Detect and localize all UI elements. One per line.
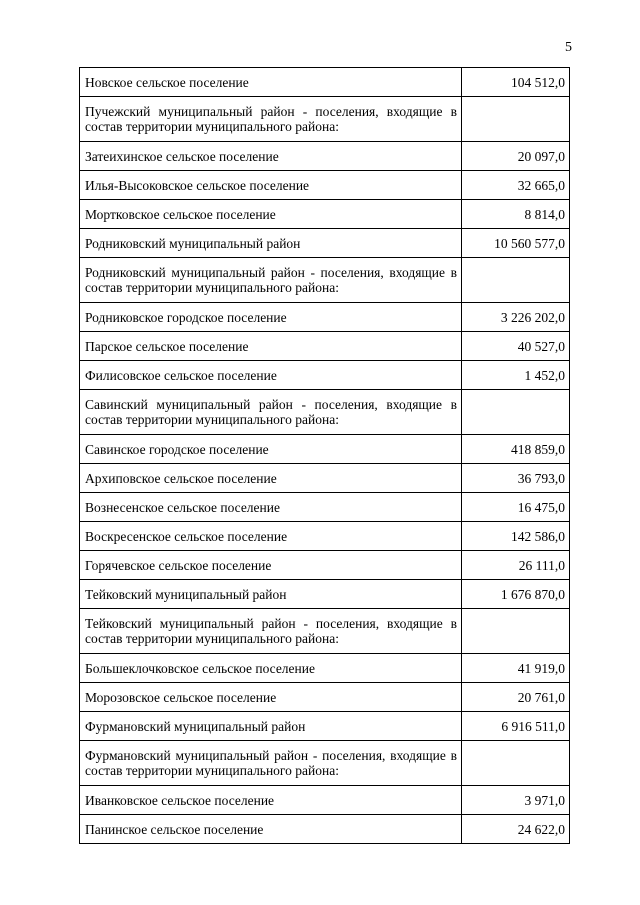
district-name: Фурмановский муниципальный район: [80, 712, 462, 741]
settlement-name: Родниковское городское поселение: [80, 303, 462, 332]
district-group-header: Савинский муниципальный район - поселения, входящие в состав территории муниципального района:: [80, 390, 462, 435]
amount-value: [462, 609, 570, 654]
settlement-name: Илья-Высоковское сельское поселение: [80, 171, 462, 200]
budget-allocation-table: [79, 67, 570, 844]
settlement-name: Затеихинское сельское поселение: [80, 142, 462, 171]
amount-value: 41 919,0: [462, 654, 570, 683]
settlement-name: Горячевское сельское поселение: [80, 551, 462, 580]
amount-value: 1 452,0: [462, 361, 570, 390]
settlement-name: Морозовское сельское поселение: [80, 683, 462, 712]
table-row: [80, 683, 570, 712]
table-row: [80, 493, 570, 522]
table-row: [80, 815, 570, 844]
district-group-header: Родниковский муниципальный район - поселения, входящие в состав территории муниципального района:: [80, 258, 462, 303]
page-number: 5: [565, 40, 572, 55]
table-row: [80, 654, 570, 683]
table-row: [80, 97, 570, 142]
table-row: [80, 361, 570, 390]
amount-value: [462, 258, 570, 303]
table-row: [80, 522, 570, 551]
table-row: [80, 786, 570, 815]
settlement-name: Мортковское сельское поселение: [80, 200, 462, 229]
amount-value: 3 226 202,0: [462, 303, 570, 332]
settlement-name: Большеклочковское сельское поселение: [80, 654, 462, 683]
amount-value: 32 665,0: [462, 171, 570, 200]
district-group-header: Пучежский муниципальный район - поселения, входящие в состав территории муниципального района:: [80, 97, 462, 142]
table-row: [80, 435, 570, 464]
district-name: Тейковский муниципальный район: [80, 580, 462, 609]
table-row: [80, 712, 570, 741]
settlement-name: Иванковское сельское поселение: [80, 786, 462, 815]
amount-value: 20 761,0: [462, 683, 570, 712]
table-row: [80, 332, 570, 361]
amount-value: 8 814,0: [462, 200, 570, 229]
amount-value: 40 527,0: [462, 332, 570, 361]
amount-value: 16 475,0: [462, 493, 570, 522]
amount-value: 26 111,0: [462, 551, 570, 580]
amount-value: [462, 97, 570, 142]
amount-value: 1 676 870,0: [462, 580, 570, 609]
amount-value: 20 097,0: [462, 142, 570, 171]
table-row: [80, 390, 570, 435]
settlement-name: Воскресенское сельское поселение: [80, 522, 462, 551]
table-row: [80, 303, 570, 332]
settlement-name: Филисовское сельское поселение: [80, 361, 462, 390]
table-row: [80, 229, 570, 258]
amount-value: 142 586,0: [462, 522, 570, 551]
amount-value: [462, 390, 570, 435]
table-row: [80, 580, 570, 609]
table-row: [80, 609, 570, 654]
district-name: Родниковский муниципальный район: [80, 229, 462, 258]
amount-value: 104 512,0: [462, 68, 570, 97]
settlement-name: Вознесенское сельское поселение: [80, 493, 462, 522]
table-row: [80, 551, 570, 580]
amount-value: 6 916 511,0: [462, 712, 570, 741]
table-row: [80, 171, 570, 200]
district-group-header: Фурмановский муниципальный район - поселения, входящие в состав территории муниципального района:: [80, 741, 462, 786]
settlement-name: Парское сельское поселение: [80, 332, 462, 361]
settlement-name: Савинское городское поселение: [80, 435, 462, 464]
amount-value: 10 560 577,0: [462, 229, 570, 258]
settlement-name: Панинское сельское поселение: [80, 815, 462, 844]
amount-value: [462, 741, 570, 786]
amount-value: 24 622,0: [462, 815, 570, 844]
amount-value: 36 793,0: [462, 464, 570, 493]
table-row: [80, 142, 570, 171]
settlement-name: Архиповское сельское поселение: [80, 464, 462, 493]
table-row: [80, 258, 570, 303]
table-row: [80, 741, 570, 786]
district-group-header: Тейковский муниципальный район - поселения, входящие в состав территории муниципального района:: [80, 609, 462, 654]
amount-value: 3 971,0: [462, 786, 570, 815]
table-row: [80, 68, 570, 97]
table-row: [80, 200, 570, 229]
amount-value: 418 859,0: [462, 435, 570, 464]
table-row: [80, 464, 570, 493]
settlement-name: Новское сельское поселение: [80, 68, 462, 97]
